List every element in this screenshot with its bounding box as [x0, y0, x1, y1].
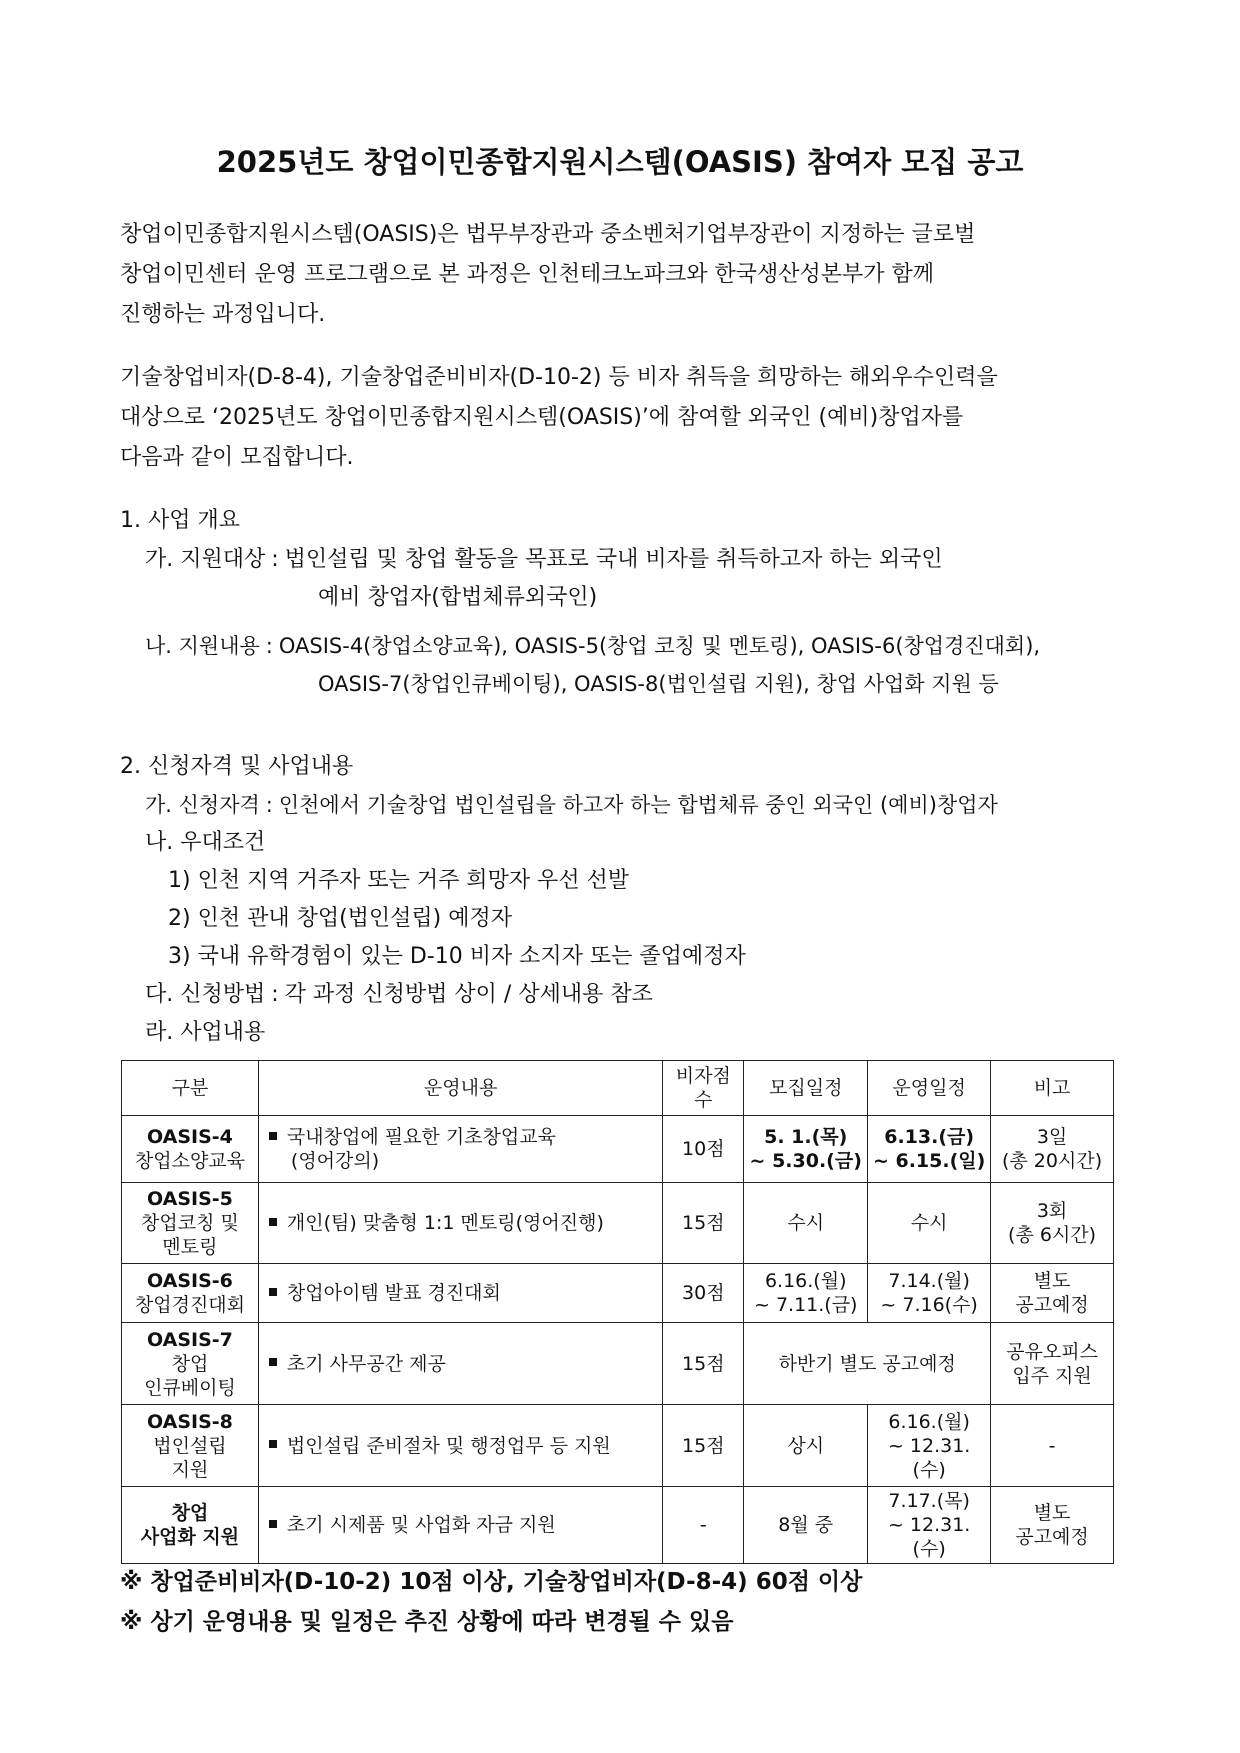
- intro-line: 창업이민센터 운영 프로그램으로 본 과정은 인천테크노파크와 한국생산성본부가 함께: [120, 262, 935, 287]
- content-text: 창업아이템 발표 경진대회: [286, 1282, 501, 1304]
- content-text: (영어강의): [290, 1150, 380, 1172]
- score-cell: 15점: [663, 1323, 744, 1405]
- program-name: 인큐베이팅: [144, 1376, 236, 1399]
- separator: :: [265, 634, 273, 658]
- program-name: 멘토링: [162, 1236, 218, 1258]
- intro-line: 진행하는 과정입니다.: [120, 302, 326, 327]
- remark-line: 공고예정: [1015, 1526, 1089, 1548]
- eligibility-row: [145, 790, 998, 820]
- remark-line: 별도: [1033, 1502, 1071, 1524]
- purpose-paragraph: [120, 358, 1120, 478]
- content-text: 초기 사무공간 제공: [286, 1352, 446, 1375]
- recruit-cell: [744, 1116, 868, 1183]
- support-content-text-2: OASIS-7(창업인큐베이팅), OASIS-8(법인설립 지원), 창업 사업화 지원 등: [318, 672, 999, 696]
- score-cell: 30점: [663, 1264, 744, 1323]
- program-code: OASIS-4: [147, 1126, 233, 1148]
- table-header-row: [122, 1061, 1114, 1116]
- operation-cell: [868, 1116, 991, 1183]
- score-cell: -: [663, 1487, 744, 1564]
- intro-line: 창업이민종합지원시스템(OASIS)은 법무부장관과 중소벤처기업부장관이 지정하는 글로벌: [120, 222, 976, 247]
- remarks-cell: -: [991, 1405, 1114, 1487]
- preference-item: 2) 인천 관내 창업(법인설립) 예정자: [168, 906, 512, 931]
- operation-start: 6.16.(월): [888, 1410, 970, 1433]
- program-name: 창업경진대회: [134, 1294, 246, 1316]
- program-code: OASIS-8: [147, 1410, 233, 1433]
- header-visa-line2: 점수: [694, 1065, 731, 1111]
- program-schedule-table: [121, 1060, 1114, 1564]
- support-content-label: 나. 지원내용: [145, 634, 260, 658]
- category-cell: [122, 1487, 259, 1564]
- schedule-merged-cell: 하반기 별도 공고예정: [744, 1323, 991, 1405]
- apply-method-row: [145, 980, 653, 1010]
- remark-line: 3회: [1036, 1200, 1068, 1222]
- table-row: [122, 1116, 1114, 1183]
- header-remarks: 비고: [991, 1061, 1114, 1116]
- support-target-row: [145, 545, 943, 575]
- bullet-icon: [269, 1132, 277, 1140]
- intro-paragraph: [120, 215, 1120, 335]
- support-content-row: [145, 631, 1040, 661]
- operation-cell: [868, 1264, 991, 1323]
- program-code: OASIS-7: [147, 1328, 233, 1351]
- separator: :: [271, 547, 279, 572]
- bullet-icon: [269, 1218, 277, 1226]
- content-text: 초기 시제품 및 사업화 자금 지원: [286, 1514, 556, 1536]
- purpose-line: 기술창업비자(D-8-4), 기술창업준비비자(D-10-2) 등 비자 취득을 희망하는 해외우수인력을: [120, 365, 998, 390]
- header-visa-score: [663, 1061, 744, 1116]
- operation-start: 7.17.(목): [888, 1490, 970, 1512]
- operation-start: 7.14.(월): [888, 1270, 970, 1292]
- header-visa-line1: 비자: [675, 1065, 713, 1087]
- recruit-cell: 상시: [744, 1405, 868, 1487]
- support-target-label: 가. 지원대상: [145, 547, 266, 572]
- program-code: 창업: [171, 1502, 209, 1524]
- remarks-cell: [991, 1323, 1114, 1405]
- program-name: 창업코칭 및: [141, 1212, 239, 1234]
- operation-cell: [868, 1405, 991, 1487]
- section2-heading: 2. 신청자격 및 사업내용: [120, 754, 354, 779]
- recruit-end: ~ 5.30.(금): [749, 1150, 862, 1172]
- table-row: [122, 1183, 1114, 1264]
- content-text: 법인설립 준비절차 및 행정업무 등 지원: [286, 1434, 611, 1457]
- support-content-text: OASIS-4(창업소양교육), OASIS-5(창업 코칭 및 멘토링), OASIS-6(창업경진대회),: [278, 634, 1041, 658]
- eligibility-label: 가. 신청자격: [145, 793, 260, 817]
- support-target-text: 법인설립 및 창업 활동을 목표로 국내 비자를 취득하고자 하는 외국인: [284, 547, 943, 572]
- recruit-cell: 8월 중: [744, 1487, 868, 1564]
- operation-end: ~ 6.15.(일): [872, 1150, 986, 1172]
- category-cell: [122, 1405, 259, 1487]
- score-cell: 15점: [663, 1183, 744, 1264]
- remarks-cell: [991, 1116, 1114, 1183]
- recruit-start: 5. 1.(목): [764, 1126, 848, 1148]
- program-code: 사업화 지원: [140, 1526, 240, 1548]
- score-cell: 10점: [663, 1116, 744, 1183]
- remarks-cell: [991, 1487, 1114, 1564]
- content-cell: [258, 1323, 662, 1405]
- content-cell: [258, 1487, 662, 1564]
- remarks-cell: [991, 1264, 1114, 1323]
- category-cell: [122, 1323, 259, 1405]
- bullet-icon: [269, 1440, 277, 1448]
- recruit-start: 6.16.(월): [764, 1270, 847, 1292]
- note-schedule-change: ※ 상기 운영내용 및 일정은 추진 상황에 따라 변경될 수 있음: [120, 1609, 734, 1635]
- table-row: [122, 1405, 1114, 1487]
- preference-item: 1) 인천 지역 거주자 또는 거주 희망자 우선 선발: [168, 868, 630, 893]
- program-name: 법인설립: [153, 1434, 227, 1457]
- score-cell: 15점: [663, 1405, 744, 1487]
- remark-line: 공유오피스: [1006, 1340, 1098, 1363]
- operation-cell: 수시: [868, 1183, 991, 1264]
- preference-item: 3) 국내 유학경험이 있는 D-10 비자 소지자 또는 졸업예정자: [168, 944, 746, 969]
- remark-line: 공고예정: [1015, 1294, 1089, 1316]
- program-code: OASIS-6: [147, 1270, 233, 1292]
- program-name: 창업: [171, 1352, 209, 1375]
- header-operation-schedule: 운영일정: [868, 1061, 991, 1116]
- operation-cell: [868, 1487, 991, 1564]
- content-cell: [258, 1264, 662, 1323]
- remark-line: (총 20시간): [1002, 1150, 1103, 1172]
- note-visa-score: ※ 창업준비비자(D-10-2) 10점 이상, 기술창업비자(D-8-4) 60점 이상: [120, 1569, 863, 1595]
- separator: :: [265, 793, 273, 817]
- support-target-text-2: 예비 창업자(합법체류외국인): [318, 585, 598, 610]
- recruit-cell: 수시: [744, 1183, 868, 1264]
- operation-end: ~ 12.31.(수): [887, 1514, 971, 1560]
- category-cell: [122, 1116, 259, 1183]
- header-recruit-schedule: 모집일정: [744, 1061, 868, 1116]
- content-text: 국내창업에 필요한 기초창업교육: [286, 1126, 556, 1148]
- operation-start: 6.13.(금): [884, 1126, 975, 1148]
- program-code: OASIS-5: [147, 1188, 233, 1210]
- category-cell: [122, 1264, 259, 1323]
- operation-end: ~ 7.16(수): [880, 1294, 978, 1316]
- header-category: 구분: [122, 1061, 259, 1116]
- page-title: 2025년도 창업이민종합지원시스템(OASIS) 참여자 모집 공고: [216, 145, 1024, 179]
- content-text: 개인(팀) 맞춤형 1:1 멘토링(영어진행): [286, 1212, 604, 1234]
- remark-line: 입주 지원: [1012, 1364, 1092, 1387]
- header-content: 운영내용: [258, 1061, 662, 1116]
- program-content-label: 라. 사업내용: [145, 1020, 266, 1045]
- table-row: [122, 1323, 1114, 1405]
- table-row: [122, 1487, 1114, 1564]
- operation-end: ~ 12.31.(수): [887, 1434, 971, 1481]
- content-cell: [258, 1405, 662, 1487]
- purpose-line: 대상으로 ‘2025년도 창업이민종합지원시스템(OASIS)’에 참여할 외국인 (예비)창업자를: [120, 405, 964, 430]
- apply-method-text: 각 과정 신청방법 상이 / 상세내용 참조: [284, 982, 653, 1007]
- purpose-line: 다음과 같이 모집합니다.: [120, 445, 354, 470]
- table-row: [122, 1264, 1114, 1323]
- bullet-icon: [269, 1520, 277, 1528]
- content-cell: [258, 1183, 662, 1264]
- bullet-icon: [269, 1358, 277, 1366]
- remarks-cell: [991, 1183, 1114, 1264]
- separator: :: [271, 982, 279, 1007]
- eligibility-text: 인천에서 기술창업 법인설립을 하고자 하는 합법체류 중인 외국인 (예비)창업자: [278, 793, 998, 817]
- remark-line: 3일: [1036, 1126, 1068, 1148]
- bullet-icon: [269, 1288, 277, 1296]
- remark-line: 별도: [1033, 1270, 1071, 1292]
- category-cell: [122, 1183, 259, 1264]
- content-cell: [258, 1116, 662, 1183]
- section1-heading: 1. 사업 개요: [120, 508, 240, 533]
- program-name: 창업소양교육: [134, 1150, 246, 1172]
- preference-label: 나. 우대조건: [145, 830, 266, 855]
- apply-method-label: 다. 신청방법: [145, 982, 266, 1007]
- remark-line: (총 6시간): [1008, 1224, 1097, 1246]
- recruit-cell: [744, 1264, 868, 1323]
- recruit-end: ~ 7.11.(금): [753, 1294, 858, 1316]
- program-name: 지원: [171, 1458, 209, 1481]
